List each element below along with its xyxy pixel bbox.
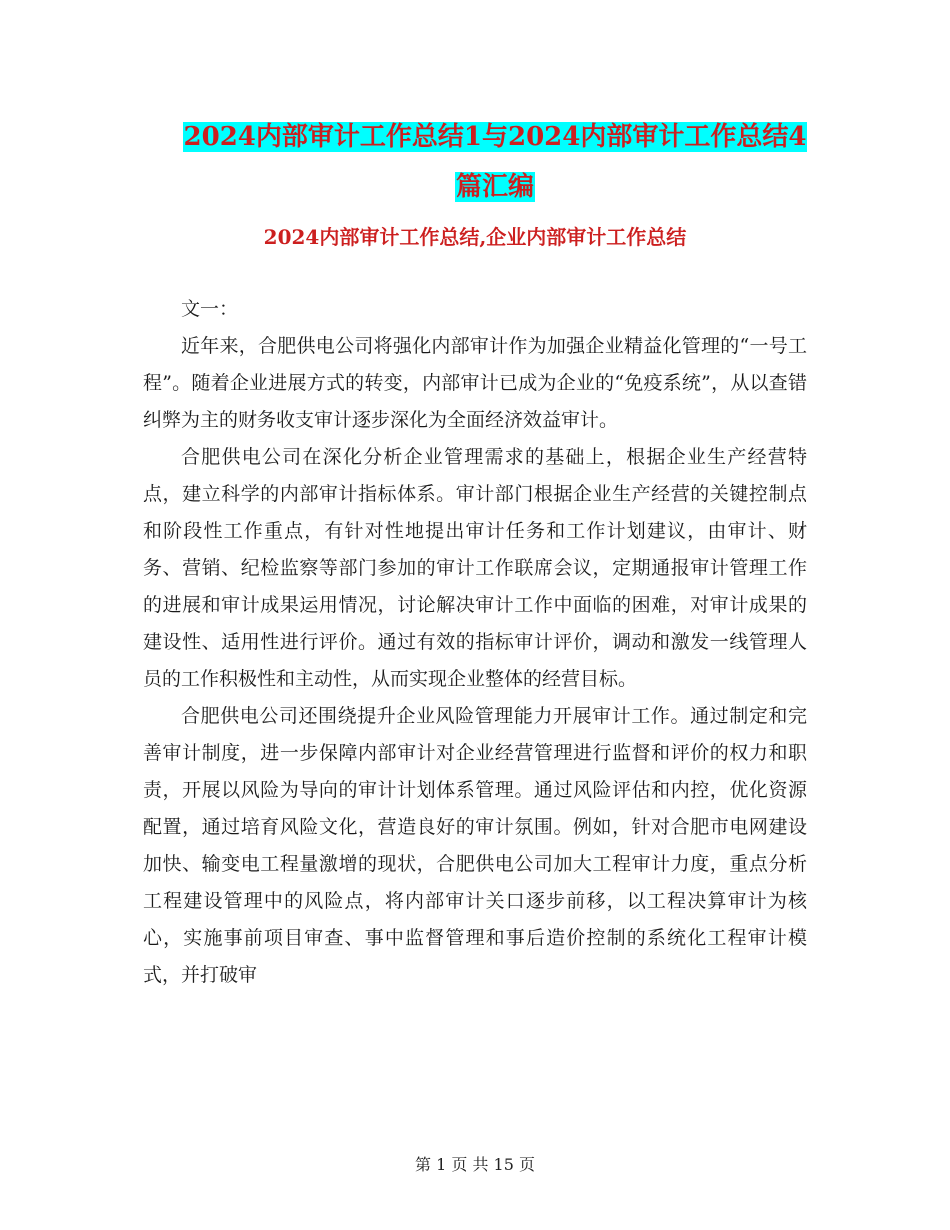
paragraph: 近年来，合肥供电公司将强化内部审计作为加强企业精益化管理的“一号工程”。随着企业进展方式的转变，内部审计已成为企业的“免疫系统”，从以查错纠弊为主的财务收支审计逐步深化为全面经济效益审计。: [143, 335, 807, 431]
paragraph: 合肥供电公司还围绕提升企业风险管理能力开展审计工作。通过制定和完善审计制度，进一步保障内部审计对企业经营管理进行监督和评价的权力和职责，开展以风险为导向的审计计划体系管理。通过风险评估和内控，优化资源配置，通过培育风险文化，营造良好的审计氛围。例如，针对合肥市电网建设加快、输变电工程量激增的现状，合肥供电公司加大工程审计力度，重点分析工程建设管理中的风险点，将内部审计关口逐步前移，以工程决算审计为核心，实施事前项目审查、事中监督管理和事后造价控制的系统化工程审计模式，并打破审: [143, 705, 807, 986]
document-title: [150, 112, 840, 212]
paragraph: 合肥供电公司在深化分析企业管理需求的基础上，根据企业生产经营特点，建立科学的内部审计指标体系。审计部门根据企业生产经营的关键控制点和阶段性工作重点，有针对性地提出审计任务和工作计划建议，由审计、财务、营销、纪检监察等部门参加的审计工作联席会议，定期通报审计管理工作的进展和审计成果运用情况，讨论解决审计工作中面临的困难，对审计成果的建设性、适用性进行评价。通过有效的指标审计评价，调动和激发一线管理人员的工作积极性和主动性，从而实现企业整体的经营目标。: [143, 446, 807, 690]
document-subtitle: 2024内部审计工作总结,企业内部审计工作总结: [263, 225, 687, 249]
paragraph-label: 文一：: [181, 298, 239, 320]
document-body: [143, 291, 807, 994]
page-footer: 第 1 页 共 15 页: [415, 1155, 535, 1174]
title-line-2: 篇汇编: [455, 172, 534, 202]
title-line-1: 2024内部审计工作总结1与2024内部审计工作总结4: [183, 122, 807, 152]
